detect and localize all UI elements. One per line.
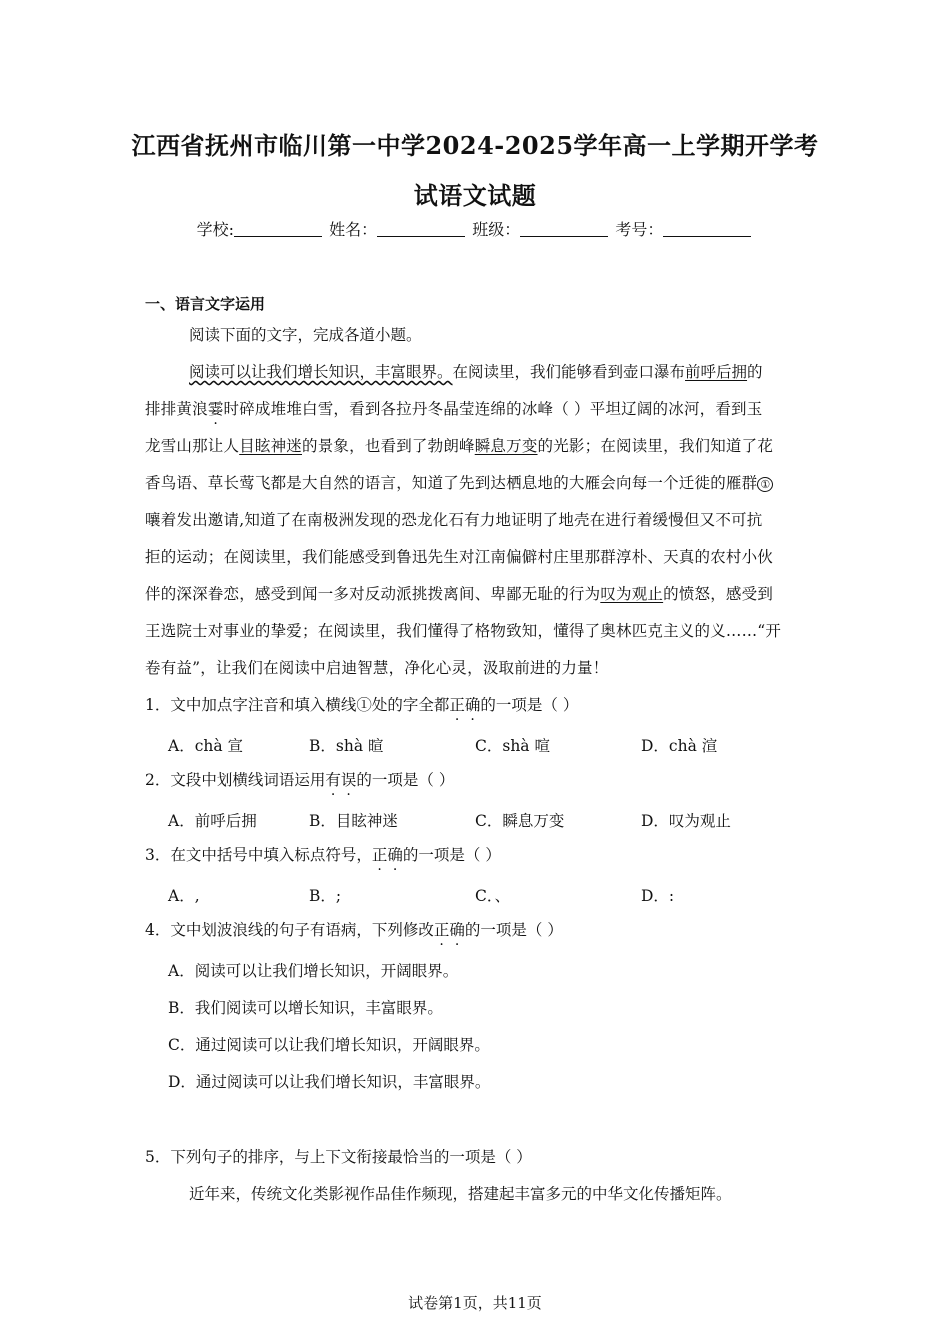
passage-line: [145, 434, 773, 456]
dotted-char: 确: [449, 921, 465, 939]
passage-line: [145, 471, 773, 493]
dotted-char: 霎: [207, 400, 224, 418]
wavy-sentence: 阅读可以让我们增长知识，丰富眼界。: [189, 363, 453, 381]
school-blank: [234, 222, 322, 237]
option-a: A．chà 宣: [168, 737, 244, 755]
passage-text: 伴的深深眷恋，感受到闻一多对反动派挑拨离间、卑鄙无耻的行为: [145, 585, 601, 603]
dotted-char: 正: [371, 846, 388, 864]
passage-text: 的景象，也看到了勃朗峰: [302, 437, 475, 455]
dotted-char: 误: [340, 771, 357, 789]
passage-text: 的光影；在阅读里，我们知道了花: [537, 437, 774, 455]
option-c: C．通过阅读可以让我们增长知识，开阔眼界。: [168, 1036, 490, 1054]
dotted-char: 确: [464, 696, 481, 714]
option-a: A．,: [168, 887, 200, 905]
name-label: 姓名：: [329, 220, 378, 239]
dotted-char: 正: [449, 696, 465, 714]
passage-line: [189, 360, 763, 382]
underlined-word: 目眩神迷: [239, 437, 303, 455]
question-text: 1．文中加点字注音和填入横线①处的字全都: [145, 696, 450, 714]
question-text: 的一项是（ ）: [480, 696, 579, 714]
option-c: C．shà 喧: [475, 737, 550, 755]
passage-line: [145, 582, 773, 604]
passage-text: 的: [747, 363, 763, 381]
passage-line: 拒的运动；在阅读里，我们能感受到鲁迅先生对江南偏僻村庄里那群淳朴、天真的农村小伙: [145, 548, 774, 566]
dotted-char: 确: [387, 846, 403, 864]
underlined-word: 瞬息万变: [474, 437, 538, 455]
underlined-word: 前呼后拥: [685, 363, 748, 381]
passage-text: 排排黄浪: [145, 400, 208, 418]
question-text: 的一项是（ ）: [356, 771, 455, 789]
passage-line: [145, 397, 762, 419]
page-title: 江西省抚州市临川第一中学2024-2025学年高一上学期开学考: [131, 131, 819, 160]
question-5-stem: 5．下列句子的排序，与上下文衔接最恰当的一项是（ ）: [145, 1148, 532, 1166]
option-b: B．;: [309, 887, 342, 905]
option-a: A．前呼后拥: [168, 812, 257, 830]
passage-line: 嚷着发出邀请,知道了在南极洲发现的恐龙化石有力地证明了地壳在进行着缓慢但又不可抗: [145, 511, 763, 529]
question-3-stem: [145, 843, 501, 865]
option-a: A．阅读可以让我们增长知识，开阔眼界。: [168, 962, 459, 980]
question-text: 3．在文中括号中填入标点符号，: [145, 846, 372, 864]
question-5-text: 近年来，传统文化类影视作品佳作频现，搭建起丰富多元的中华文化传播矩阵。: [189, 1185, 732, 1203]
option-b: B．shà 暄: [309, 737, 384, 755]
question-2-stem: [145, 768, 454, 790]
passage-text: 的愤怒，感受到: [663, 585, 774, 603]
passage-text: 龙雪山那让人: [145, 437, 240, 455]
question-text: 的一项是（ ）: [464, 921, 563, 939]
name-blank: [377, 222, 465, 237]
option-d: D．叹为观止: [641, 812, 731, 830]
question-1-stem: [145, 693, 578, 715]
option-b: B．目眩神迷: [309, 812, 398, 830]
dotted-char: 正: [433, 921, 450, 939]
passage-text: 在阅读里，我们能够看到壶口瀑布: [452, 363, 686, 381]
page-title-line2: 试语文试题: [413, 181, 537, 210]
passage-text: 香鸟语、草长莺飞都是大自然的语言，知道了先到达栖息地的大雁会向每一个迁徙的雁群: [145, 474, 758, 492]
option-c: C．瞬息万变: [475, 812, 565, 830]
passage-text: 时碎成堆堆白雪，看到各拉丹冬晶莹连绵的冰峰（ ）平坦辽阔的冰河，看到玉: [223, 400, 763, 418]
blank-marker: ①: [757, 477, 773, 492]
exam-no-blank: [663, 222, 751, 237]
option-d: D．:: [641, 887, 675, 905]
option-d: D．chà 渲: [641, 737, 718, 755]
question-text: 4．文中划波浪线的句子有语病，下列修改: [145, 921, 434, 939]
passage-line: 卷有益”，让我们在阅读中启迪智慧，净化心灵，汲取前进的力量！: [145, 659, 609, 677]
class-blank: [520, 222, 608, 237]
question-4-stem: [145, 918, 563, 940]
page-footer: 试卷第1页，共11页: [408, 1294, 542, 1312]
class-label: 班级：: [472, 220, 521, 239]
student-info-row: [0, 217, 950, 240]
dotted-char: 有: [325, 771, 341, 789]
exam-no-label: 考号：: [615, 220, 664, 239]
section-intro: 阅读下面的文字，完成各道小题。: [189, 326, 422, 344]
school-label: 学校:: [196, 220, 235, 239]
option-b: B．我们阅读可以增长知识，丰富眼界。: [168, 999, 443, 1017]
question-text: 的一项是（ ）: [402, 846, 501, 864]
underlined-word: 叹为观止: [600, 585, 664, 603]
passage-line: 王选院士对事业的挚爱；在阅读里，我们懂得了格物致知，懂得了奥林匹克主义的义……“开: [145, 622, 782, 640]
option-d: D．通过阅读可以让我们增长知识，丰富眼界。: [168, 1073, 491, 1091]
question-text: 2．文段中划横线词语运用: [145, 771, 326, 789]
section-heading: 一、语言文字运用: [145, 295, 266, 313]
option-c: C．、: [475, 887, 511, 905]
